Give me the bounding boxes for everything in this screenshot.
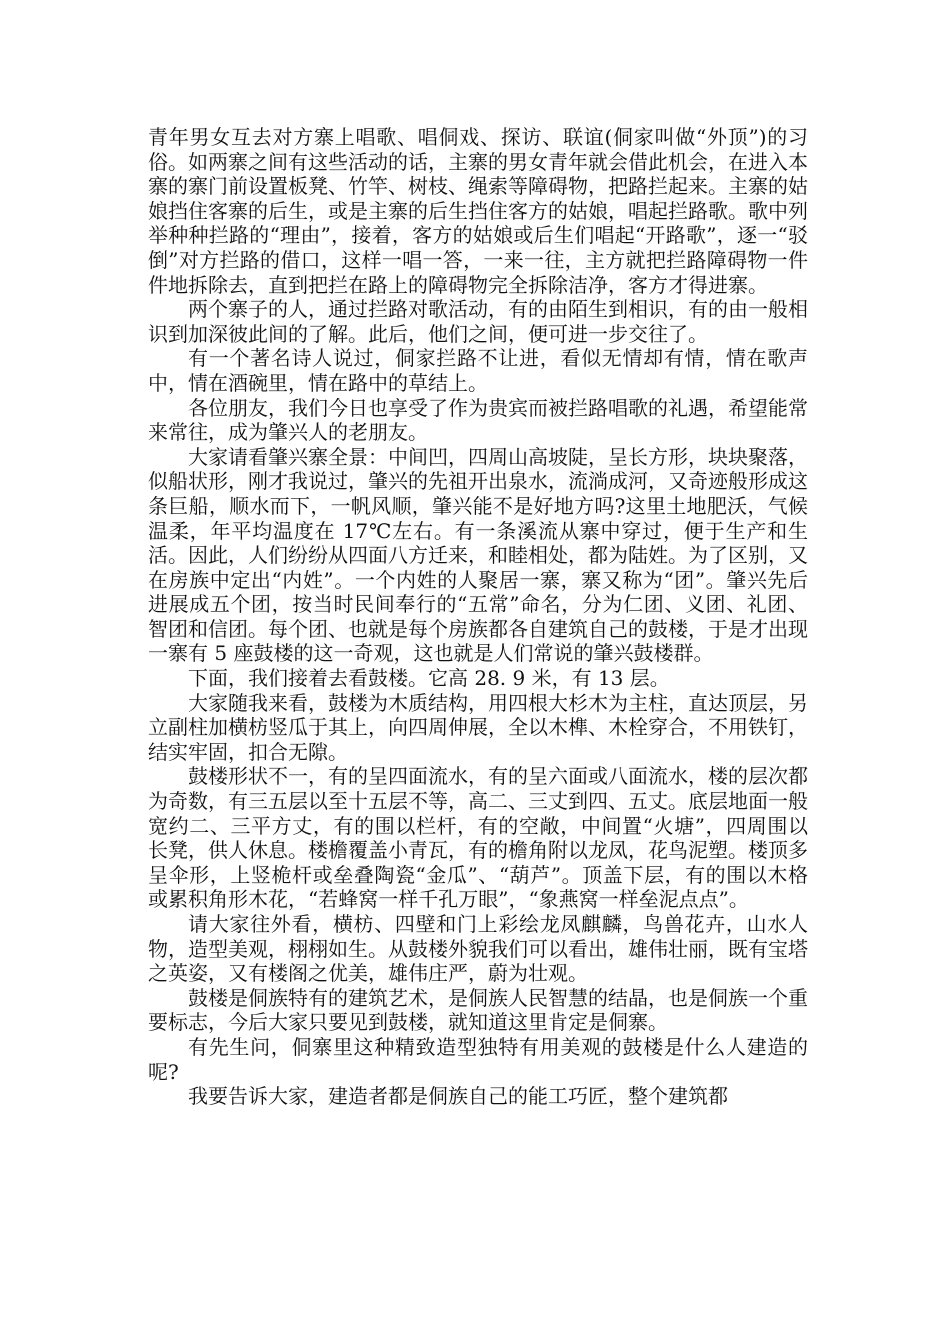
paragraph-drum-tower-height: 下面，我们接着去看鼓楼。它高 28. 9 米，有 13 层。 [188,666,670,691]
paragraph-poet-quote: 有一个著名诗人说过，侗家拦路不让进，看似无情却有情，情在歌声中，情在酒碗里，情在路中的草结上。 [148,346,808,395]
paragraph-dong-symbol: 鼓楼是侗族特有的建筑艺术，是侗族人民智慧的结晶，也是侗族一个重要标志，今后大家只要见到鼓楼，就知道这里肯定是侗寨。 [148,985,808,1035]
paragraph-paintings: 请大家往外看，横枋、四壁和门上彩绘龙凤麒麟，鸟兽花卉，山水人物，造型美观，栩栩如生。从鼓楼外貌我们可以看出，雄伟壮丽，既有宝塔之英姿，又有楼阁之优美，雄伟庄严，蔚为壮观。 [148,912,808,986]
paragraph-two-villages: 两个寨子的人，通过拦路对歌活动，有的由陌生到相识，有的由一般相识到加深彼此间的了解。此后，他们之间，便可进一步交往了。 [148,297,808,346]
paragraph-wood-structure: 大家随我来看，鼓楼为木质结构，用四根大杉木为主柱，直达顶层，另立副柱加横枋竖瓜于其上，向四周伸展，全以木榫、木栓穿合，不用铁钉，结实牢固，扣合无隙。 [148,690,808,764]
paragraph-wai-ding-custom: 青年男女互去对方寨上唱歌、唱侗戏、探访、联谊(侗家叫做“外顶”)的习俗。如两寨之间有这些活动的话，主寨的男女青年就会借此机会，在进入本寨的寨门前设置板凳、竹竿、树枝、绳索等障碍物，把路拦起来。主寨的姑娘挡住客寨的后生，或是主寨的后生挡住客方的姑娘，唱起拦路歌。歌中列举种种拦路的“理由”，接着，客方的姑娘或后生们唱起“开路歌”，逐一“驳倒”对方拦路的借口，这样一唱一答，一来一往，主方就把拦路障碍物一件件地拆除去，直到把拦在路上的障碍物完全拆除洁净，客方才得进寨。 [148,125,808,297]
paragraph-welcome-friends: 各位朋友，我们今日也享受了作为贵宾而被拦路唱歌的礼遇，希望能常来常往，成为肇兴人的老朋友。 [148,395,808,445]
paragraph-who-built: 有先生问，侗寨里这种精致造型独特有用美观的鼓楼是什么人建造的呢? [148,1034,808,1084]
paragraph-zhaoxing-panorama: 大家请看肇兴寨全景：中间凹，四周山高坡陡，呈长方形，块块聚落，似船状形，刚才我说过，肇兴的先祖开出泉水，流淌成河，又奇迹般形成这条巨船，顺水而下，一帆风顺，肇兴能不是好地方吗?这里土地肥沃，气候温柔，年平均温度在 17℃左右。有一条溪流从寨中穿过，便于生产和生活。因此，人们纷纷从四面八方迁来，和睦相处，都为陆姓。为了区别，又在房族中定出“内姓”。一个内姓的人聚居一寨，寨又称为“团”。肇兴先后进展成五个团，按当时民间奉行的“五常”命名，分为仁团、义团、礼团、智团和信团。每个团、也就是每个房族都各自建筑自己的鼓楼，于是才出现一寨有 5 座鼓楼的这一奇观，这也就是人们常说的肇兴鼓楼群。 [148,444,808,666]
document-body [148,125,808,1109]
paragraph-builders: 我要告诉大家，建造者都是侗族自己的能工巧匠，整个建筑都 [188,1084,728,1109]
paragraph-tower-shapes: 鼓楼形状不一，有的呈四面流水，有的呈六面或八面流水，楼的层次都为奇数，有三五层以至十五层不等，高二、三丈到四、五丈。底层地面一般宽约二、三平方丈，有的围以栏杆，有的空敞，中间置“火塘”，四周围以长凳，供人休息。楼檐覆盖小青瓦，有的檐角附以龙凤，花鸟泥塑。楼顶多呈伞形，上竖桅杆或垒叠陶瓷“金瓜”、“葫芦”。顶盖下层，有的围以木格或累积角形木花，“若蜂窝一样千孔万眼”，“象燕窝一样垒泥点点”。 [148,764,808,912]
